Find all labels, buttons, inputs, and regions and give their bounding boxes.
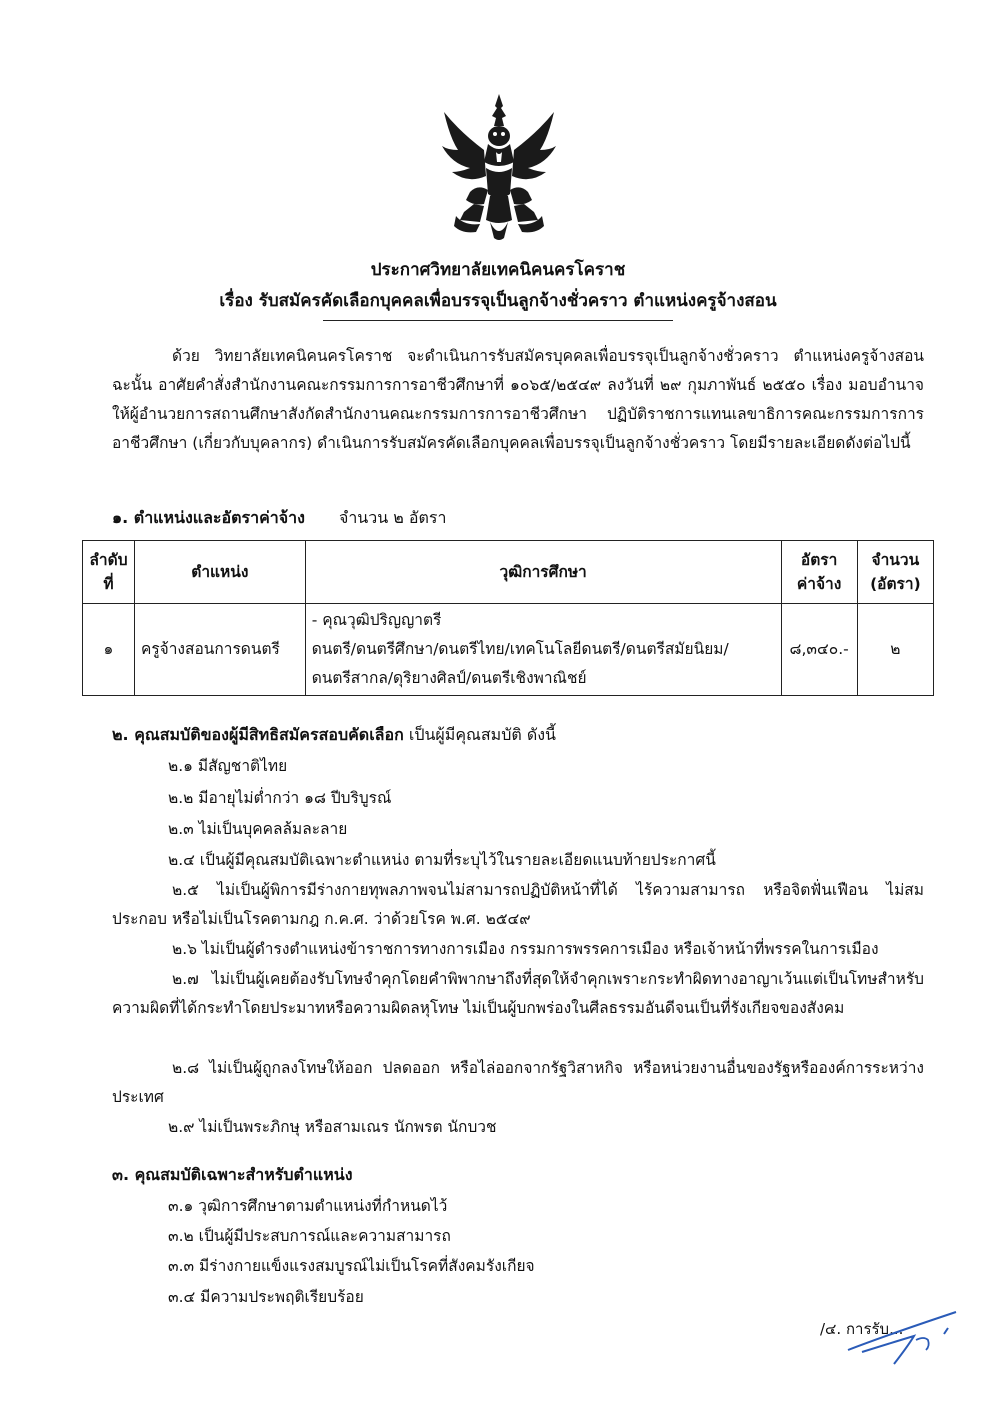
signature-icon: [844, 1306, 964, 1366]
list-item: ๒.๔ เป็นผู้มีคุณสมบัติเฉพาะตำแหน่ง ตามที่ระบุไว้ในรายละเอียดแนบท้ายประกาศนี้: [168, 851, 716, 869]
list-item: ๒.๗ ไม่เป็นผู้เคยต้องรับโทษจำคุกโดยคำพิพากษาถึงที่สุดให้จำคุกเพราะกระทำผิดทางอาญาเว้นแต่เป็นโทษสำหรับความผิดที่ได้กระทำโดยประมาทหรือความผิดลหุโทษ ไม่เป็นผู้บกพร่องในศีลธรรมอันดีจนเป็นที่รังเกียจของสังคม: [112, 970, 924, 1017]
header-rate: อัตรา ค่าจ้าง: [781, 541, 857, 604]
header-education: วุฒิการศึกษา: [305, 541, 781, 604]
row-rate: ๘,๓๔๐.-: [781, 604, 857, 696]
table-header-row: [83, 541, 934, 604]
section3-heading-row: [112, 1162, 353, 1188]
header-no: ลำดับ ที่: [83, 541, 135, 604]
list-item: ๓.๔ มีความประพฤติเรียบร้อย: [168, 1288, 364, 1306]
section2-heading: ๒. คุณสมบัติของผู้มีสิทธิสมัครสอบคัดเลือก: [112, 725, 404, 744]
list-item: ๒.๓ ไม่เป็นบุคคลล้มละลาย: [168, 820, 348, 838]
section2-heading-row: [112, 722, 556, 748]
intro-paragraph: ด้วย วิทยาลัยเทคนิคนครโคราช จะดำเนินการรับสมัครบุคคลเพื่อบรรจุเป็นลูกจ้างชั่วคราว ตำแหน่งครูจ้างสอน ฉะนั้น อาศัยคำสั่งสำนักงานคณะกรรมการการอาชีวศึกษาที่ ๑๐๖๕/๒๕๔๙ ลงวันที่ ๒๙ กุมภาพันธ์ ๒๕๕๐ เรื่อง มอบอำนาจให้ผู้อำนวยการสถานศึกษาสังกัดสำนักงานคณะกรรมการการอาชีวศึกษา ปฏิบัติราชการแทนเลขาธิการคณะกรรมการการอาชีวศึกษา (เกี่ยวกับบุคลากร) ดำเนินการรับสมัครคัดเลือกบุคคลเพื่อบรรจุเป็นลูกจ้างชั่วคราว โดยมีรายละเอียดดังต่อไปนี้: [112, 347, 924, 452]
list-item: ๓.๒ เป็นผู้มีประสบการณ์และความสามารถ: [168, 1227, 451, 1245]
row-education: - คุณวุฒิปริญญาตรี ดนตรี/ดนตรีศึกษา/ดนตรีไทย/เทคโนโลยีดนตรี/ดนตรีสมัยนิยม/ ดนตรีสากล/ดุริยางศิลป์/ดนตรีเชิงพาณิชย์: [305, 604, 781, 696]
next-page-reference: /๔. การรับ...: [820, 1320, 904, 1338]
positions-table: [82, 540, 934, 696]
list-item: ๒.๘ ไม่เป็นผู้ถูกลงโทษให้ออก ปลดออก หรือไล่ออกจากรัฐวิสาหกิจ หรือหน่วยงานอื่นของรัฐหรือองค์การระหว่างประเทศ: [112, 1059, 924, 1106]
header-count: จำนวน (อัตรา): [857, 541, 933, 604]
header-position: ตำแหน่ง: [134, 541, 305, 604]
section2-heading-suffix: เป็นผู้มีคุณสมบัติ ดังนี้: [408, 725, 556, 744]
announcement-subject: เรื่อง รับสมัครคัดเลือกบุคคลเพื่อบรรจุเป็นลูกจ้างชั่วคราว ตำแหน่งครูจ้างสอน: [219, 291, 777, 311]
list-item: ๓.๓ มีร่างกายแข็งแรงสมบูรณ์ไม่เป็นโรคที่สังคมรังเกียจ: [168, 1257, 535, 1275]
announcement-title: ประกาศวิทยาลัยเทคนิคนครโคราช: [370, 260, 626, 280]
list-item: ๒.๒ มีอายุไม่ต่ำกว่า ๑๘ ปีบริบูรณ์: [168, 789, 392, 807]
garuda-emblem-icon: [440, 92, 558, 242]
title-divider: [323, 320, 673, 321]
list-item: ๒.๖ ไม่เป็นผู้ดำรงตำแหน่งข้าราชการทางการเมือง กรรมการพรรคการเมือง หรือเจ้าหน้าที่พรรคในการเมือง: [172, 940, 879, 958]
list-item: ๒.๙ ไม่เป็นพระภิกษุ หรือสามเณร นักพรต นักบวช: [168, 1118, 497, 1136]
list-item: ๒.๑ มีสัญชาติไทย: [168, 757, 288, 775]
row-no: ๑: [83, 604, 135, 696]
section1-heading: ๑. ตำแหน่งและอัตราค่าจ้าง: [112, 508, 305, 527]
list-item: ๒.๕ ไม่เป็นผู้พิการมีร่างกายทุพลภาพจนไม่สามารถปฏิบัติหน้าที่ได้ ไร้ความสามารถ หรือจิตฟั่นเฟือน ไม่สมประกอบ หรือไม่เป็นโรคตามกฎ ก.ค.ศ. ว่าด้วยโรค พ.ศ. ๒๕๔๙: [112, 881, 924, 928]
table-row: [83, 604, 934, 696]
section1-count: จำนวน ๒ อัตรา: [338, 508, 447, 527]
section1-heading-row: [112, 505, 446, 531]
section3-heading: ๓. คุณสมบัติเฉพาะสำหรับตำแหน่ง: [112, 1165, 353, 1184]
list-item: ๓.๑ วุฒิการศึกษาตามตำแหน่งที่กำหนดไว้: [168, 1197, 448, 1215]
row-position: ครูจ้างสอนการดนตรี: [134, 604, 305, 696]
row-count: ๒: [857, 604, 933, 696]
